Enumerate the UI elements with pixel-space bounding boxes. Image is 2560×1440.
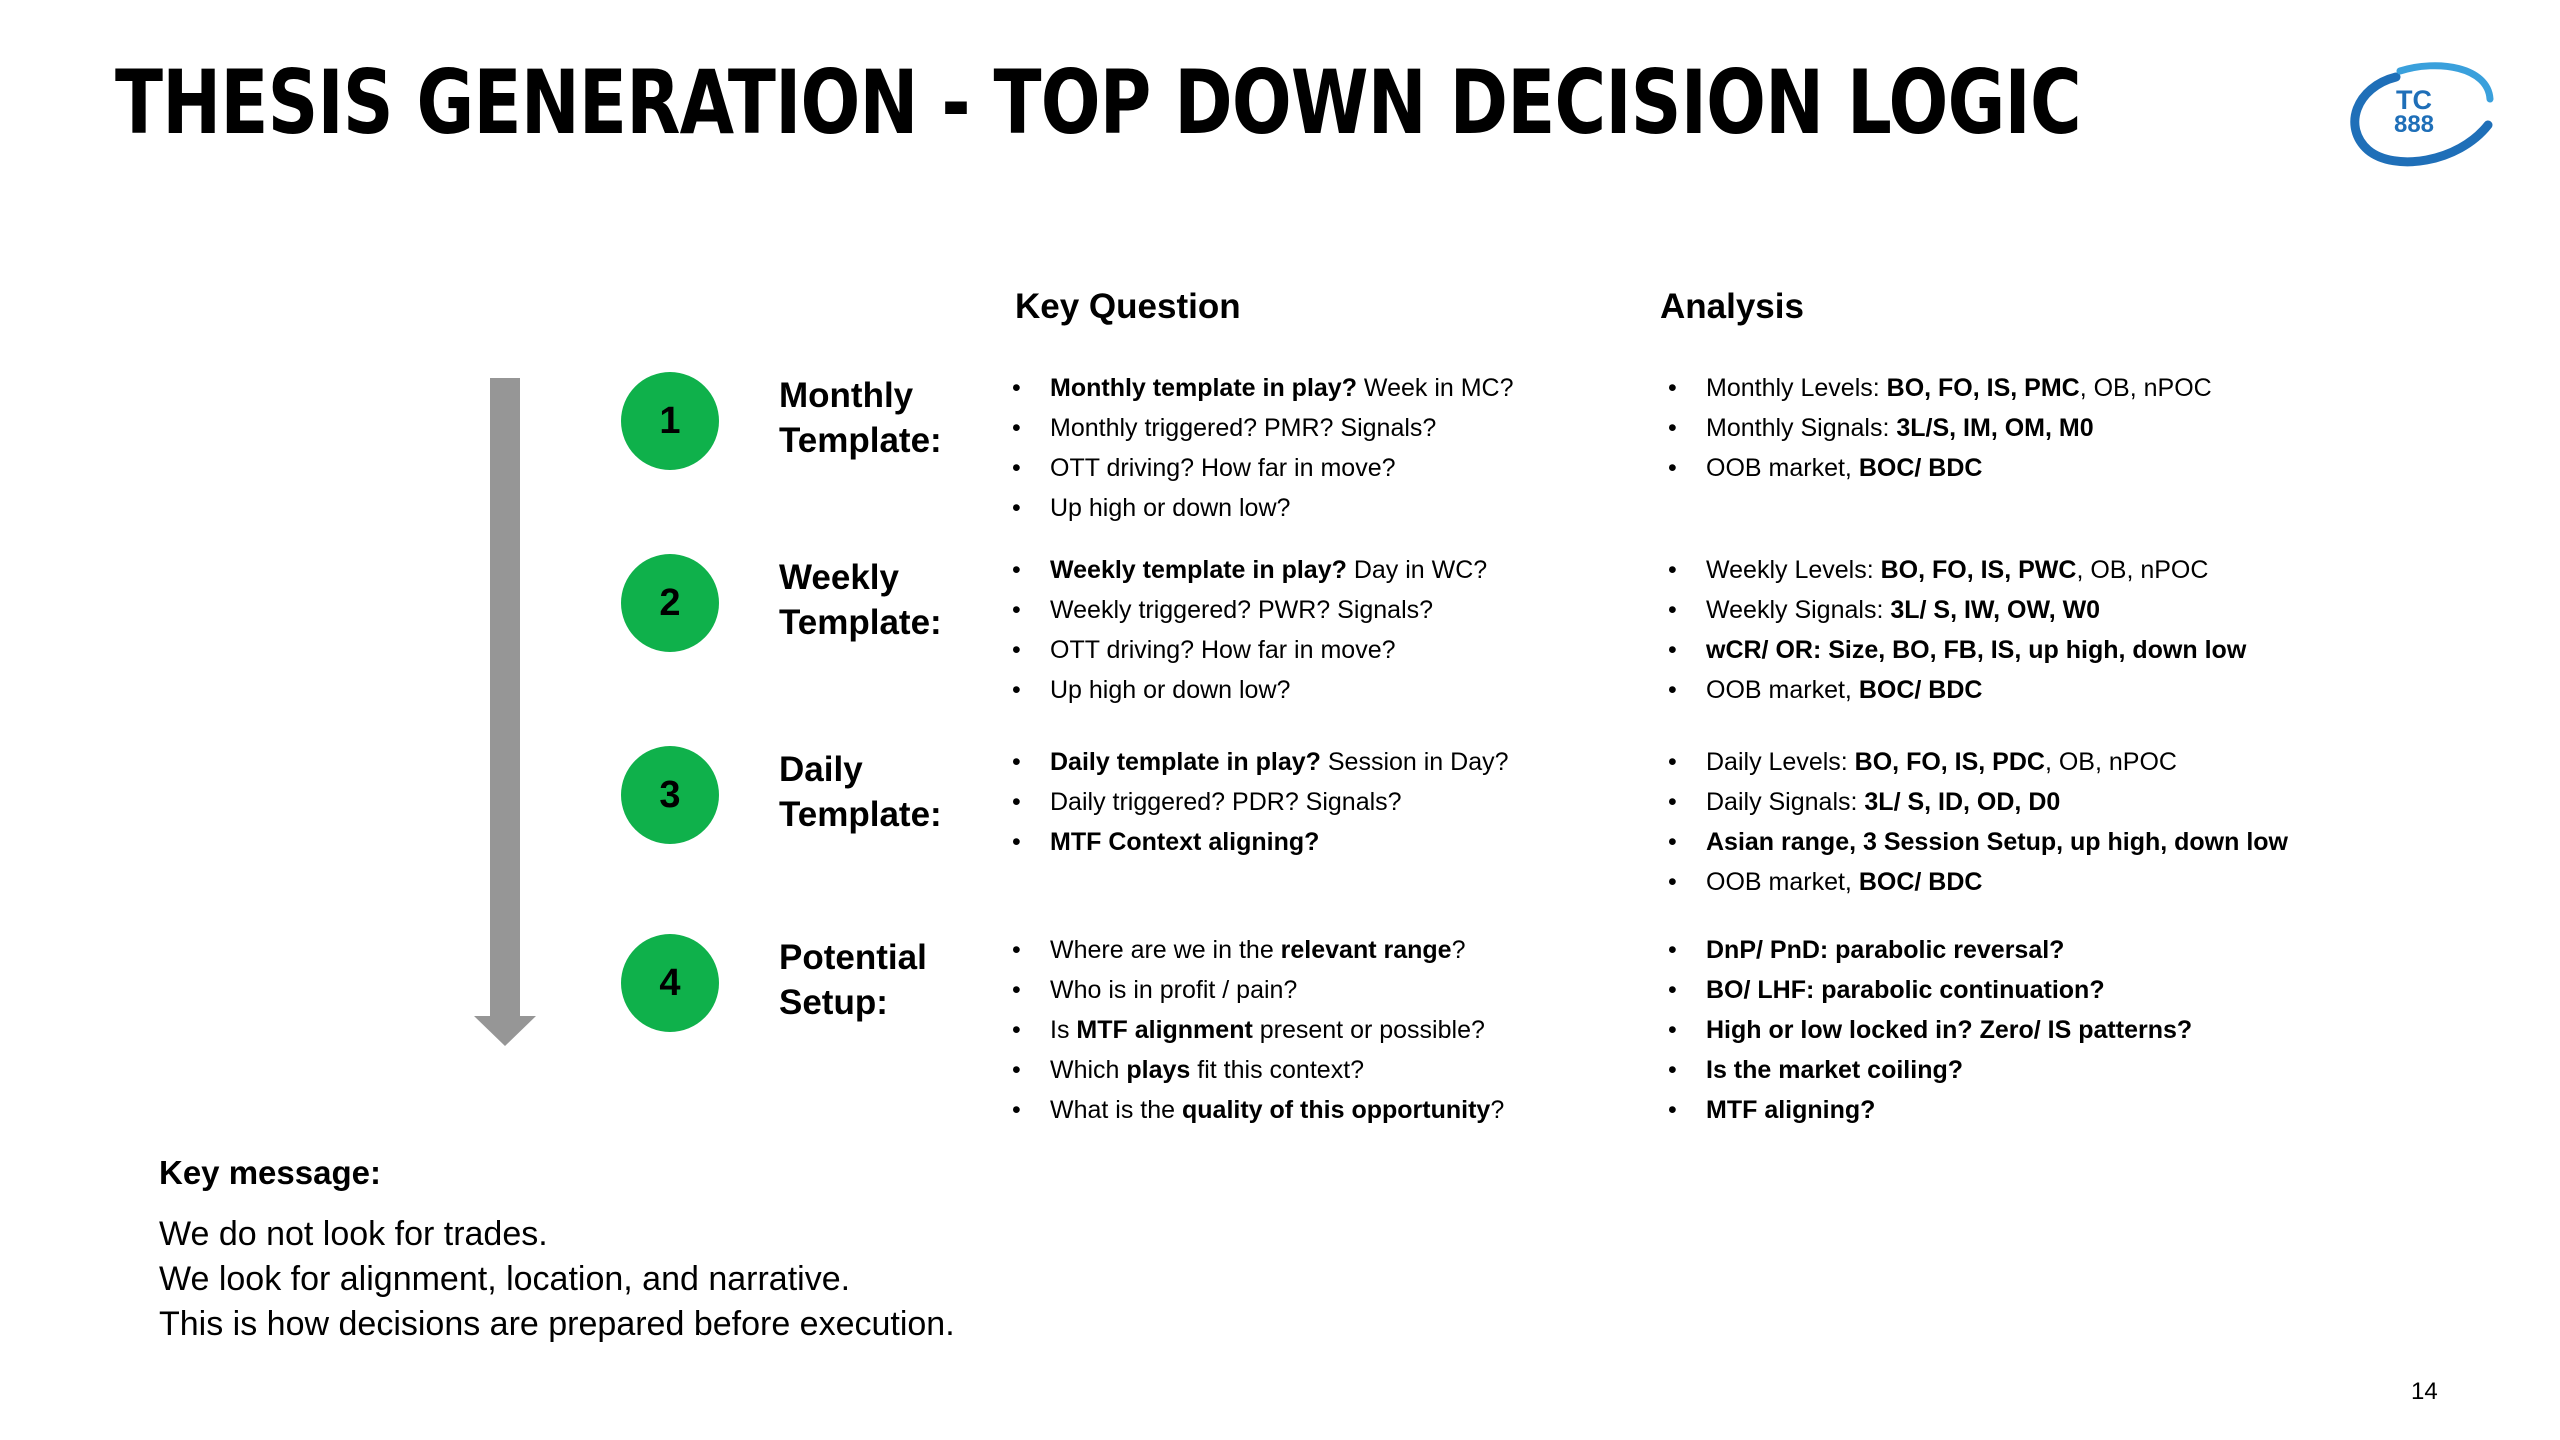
analysis-text: Monthly Signals: (1706, 414, 1897, 442)
question-item (1012, 368, 1514, 408)
tc888-logo (2338, 55, 2498, 170)
question-item (1012, 488, 1514, 528)
question-text: Up high or down low? (1050, 676, 1291, 704)
analysis-text: Is the market coiling? (1706, 1056, 1964, 1084)
question-text: Up high or down low? (1050, 494, 1291, 522)
analysis-text: 3L/ S, ID, OD, D0 (1864, 788, 2061, 816)
key-question-header: Key Question (1015, 287, 1241, 326)
step-label-line: Weekly (779, 558, 899, 597)
question-list (1012, 550, 1487, 710)
down-arrow-icon (472, 378, 538, 1048)
analysis-item (1668, 590, 2246, 630)
analysis-text: OOB market, (1706, 676, 1859, 704)
bullet-icon: • (1668, 976, 1677, 1004)
question-item (1012, 742, 1509, 782)
bullet-icon: • (1668, 676, 1677, 704)
bullet-icon: • (1012, 748, 1021, 776)
bullet-icon: • (1668, 1056, 1677, 1084)
bullet-icon: • (1012, 1096, 1021, 1124)
question-item (1012, 822, 1509, 862)
analysis-text: MTF aligning? (1706, 1096, 1876, 1124)
analysis-text: Weekly Levels: (1706, 556, 1881, 584)
key-message-line: This is how decisions are prepared before execution. (159, 1305, 955, 1343)
question-text: Where are we in the (1050, 936, 1281, 964)
question-list (1012, 930, 1504, 1130)
step-label (779, 555, 942, 645)
bullet-icon: • (1668, 868, 1677, 896)
bullet-icon: • (1668, 1096, 1677, 1124)
analysis-text: Monthly Levels: (1706, 374, 1887, 402)
bullet-icon: • (1012, 1016, 1021, 1044)
question-text: fit this context? (1190, 1056, 1365, 1084)
step-label (779, 747, 942, 837)
question-text: quality of this opportunity (1182, 1096, 1491, 1124)
analysis-text: BOC/ BDC (1858, 454, 1983, 482)
step-label-line: Monthly (779, 376, 914, 415)
question-text: present or possible? (1252, 1016, 1485, 1044)
question-text: ? (1490, 1096, 1505, 1124)
bullet-icon: • (1668, 556, 1677, 584)
question-text: Weekly template in play? (1050, 556, 1347, 584)
analysis-item (1668, 742, 2288, 782)
step-label-line: Setup: (779, 983, 888, 1022)
step-label-line: Template: (779, 795, 942, 834)
bullet-icon: • (1012, 374, 1021, 402)
bullet-icon: • (1668, 636, 1677, 664)
analysis-list (1668, 550, 2246, 710)
analysis-item (1668, 970, 2192, 1010)
logo-text-top: TC (2396, 85, 2432, 115)
question-text: MTF alignment (1076, 1016, 1253, 1044)
analysis-text: BOC/ BDC (1858, 868, 1983, 896)
key-message-body (159, 1212, 955, 1347)
step-number-badge: 2 (621, 554, 719, 652)
analysis-item (1668, 782, 2288, 822)
analysis-item (1668, 1050, 2192, 1090)
question-text: What is the (1050, 1096, 1182, 1124)
key-message-heading: Key message: (159, 1154, 381, 1191)
bullet-icon: • (1668, 936, 1677, 964)
question-item (1012, 970, 1504, 1010)
bullet-icon: • (1668, 596, 1677, 624)
question-text: Who is in profit / pain? (1050, 976, 1298, 1004)
analysis-list (1668, 930, 2192, 1130)
step-number-badge: 1 (621, 372, 719, 470)
step-number-badge: 3 (621, 746, 719, 844)
bullet-icon: • (1012, 936, 1021, 964)
analysis-text: BO, FO, IS, PDC (1854, 748, 2045, 776)
analysis-item (1668, 1010, 2192, 1050)
question-item (1012, 590, 1487, 630)
question-item (1012, 448, 1514, 488)
question-item (1012, 930, 1504, 970)
step-label-line: Template: (779, 603, 942, 642)
bullet-icon: • (1012, 828, 1021, 856)
bullet-icon: • (1668, 788, 1677, 816)
analysis-list (1668, 742, 2288, 902)
analysis-text: 3L/ S, IW, OW, W0 (1890, 596, 2101, 624)
analysis-item (1668, 822, 2288, 862)
analysis-item (1668, 630, 2246, 670)
analysis-item (1668, 550, 2246, 590)
bullet-icon: • (1668, 1016, 1677, 1044)
logo-text-bottom: 888 (2393, 111, 2435, 138)
bullet-icon: • (1012, 596, 1021, 624)
analysis-text: Daily Levels: (1706, 748, 1855, 776)
question-text: MTF Context aligning? (1050, 828, 1320, 856)
analysis-header: Analysis (1660, 287, 1804, 326)
page-title: THESIS GENERATION - TOP DOWN DECISION LOGIC (115, 51, 2081, 154)
question-item (1012, 630, 1487, 670)
key-message-line: We do not look for trades. (159, 1215, 548, 1253)
question-text: Which (1050, 1056, 1127, 1084)
page-number: 14 (2411, 1378, 2438, 1405)
question-list (1012, 742, 1509, 862)
bullet-icon: • (1668, 454, 1677, 482)
bullet-icon: • (1012, 494, 1021, 522)
step-label-line: Potential (779, 938, 927, 977)
analysis-text: DnP/ PnD: parabolic reversal? (1706, 936, 2065, 964)
analysis-list (1668, 368, 2212, 488)
analysis-text: BO, FO, IS, PMC (1886, 374, 2080, 402)
bullet-icon: • (1012, 414, 1021, 442)
analysis-item (1668, 448, 2212, 488)
step-number-badge: 4 (621, 934, 719, 1032)
question-text: Week in MC? (1356, 374, 1514, 402)
question-text: OTT driving? How far in move? (1050, 454, 1396, 482)
question-item (1012, 782, 1509, 822)
bullet-icon: • (1668, 828, 1677, 856)
step-label (779, 935, 927, 1025)
analysis-text: 3L/S, IM, OM, M0 (1896, 414, 2094, 442)
bullet-icon: • (1012, 976, 1021, 1004)
question-text: Daily template in play? (1050, 748, 1321, 776)
question-text: OTT driving? How far in move? (1050, 636, 1396, 664)
analysis-text: BOC/ BDC (1858, 676, 1983, 704)
analysis-item (1668, 1090, 2192, 1130)
question-list (1012, 368, 1514, 528)
question-text: ? (1451, 936, 1466, 964)
bullet-icon: • (1668, 374, 1677, 402)
analysis-item (1668, 930, 2192, 970)
analysis-item (1668, 670, 2246, 710)
question-item (1012, 670, 1487, 710)
question-item (1012, 408, 1514, 448)
key-message-line: We look for alignment, location, and narrative. (159, 1260, 851, 1298)
analysis-text: OOB market, (1706, 454, 1859, 482)
bullet-icon: • (1012, 676, 1021, 704)
question-text: Monthly triggered? PMR? Signals? (1050, 414, 1437, 442)
bullet-icon: • (1012, 556, 1021, 584)
analysis-text: , OB, nPOC (2076, 556, 2209, 584)
step-label (779, 373, 942, 463)
question-text: Session in Day? (1320, 748, 1509, 776)
analysis-item (1668, 862, 2288, 902)
analysis-text: , OB, nPOC (2079, 374, 2212, 402)
analysis-text: OOB market, (1706, 868, 1859, 896)
question-text: Weekly triggered? PWR? Signals? (1050, 596, 1434, 624)
question-item (1012, 1010, 1504, 1050)
analysis-text: Weekly Signals: (1706, 596, 1891, 624)
question-item (1012, 1050, 1504, 1090)
bullet-icon: • (1012, 636, 1021, 664)
analysis-text: BO, FO, IS, PWC (1880, 556, 2077, 584)
analysis-item (1668, 408, 2212, 448)
analysis-text: Daily Signals: (1706, 788, 1865, 816)
bullet-icon: • (1012, 1056, 1021, 1084)
question-text: plays (1126, 1056, 1191, 1084)
question-text: Is (1050, 1016, 1077, 1044)
question-text: relevant range (1280, 936, 1452, 964)
bullet-icon: • (1012, 454, 1021, 482)
step-label-line: Template: (779, 421, 942, 460)
question-text: Daily triggered? PDR? Signals? (1050, 788, 1402, 816)
analysis-text: Asian range, 3 Session Setup, up high, down low (1706, 828, 2289, 856)
analysis-item (1668, 368, 2212, 408)
bullet-icon: • (1012, 788, 1021, 816)
question-item (1012, 550, 1487, 590)
analysis-text: , OB, nPOC (2044, 748, 2177, 776)
bullet-icon: • (1668, 748, 1677, 776)
analysis-text: BO/ LHF: parabolic continuation? (1706, 976, 2105, 1004)
analysis-text: High or low locked in? Zero/ IS patterns? (1706, 1016, 2193, 1044)
step-label-line: Daily (779, 750, 863, 789)
question-text: Day in WC? (1346, 556, 1488, 584)
question-item (1012, 1090, 1504, 1130)
question-text: Monthly template in play? (1050, 374, 1357, 402)
bullet-icon: • (1668, 414, 1677, 442)
analysis-text: wCR/ OR: Size, BO, FB, IS, up high, down low (1706, 636, 2247, 664)
